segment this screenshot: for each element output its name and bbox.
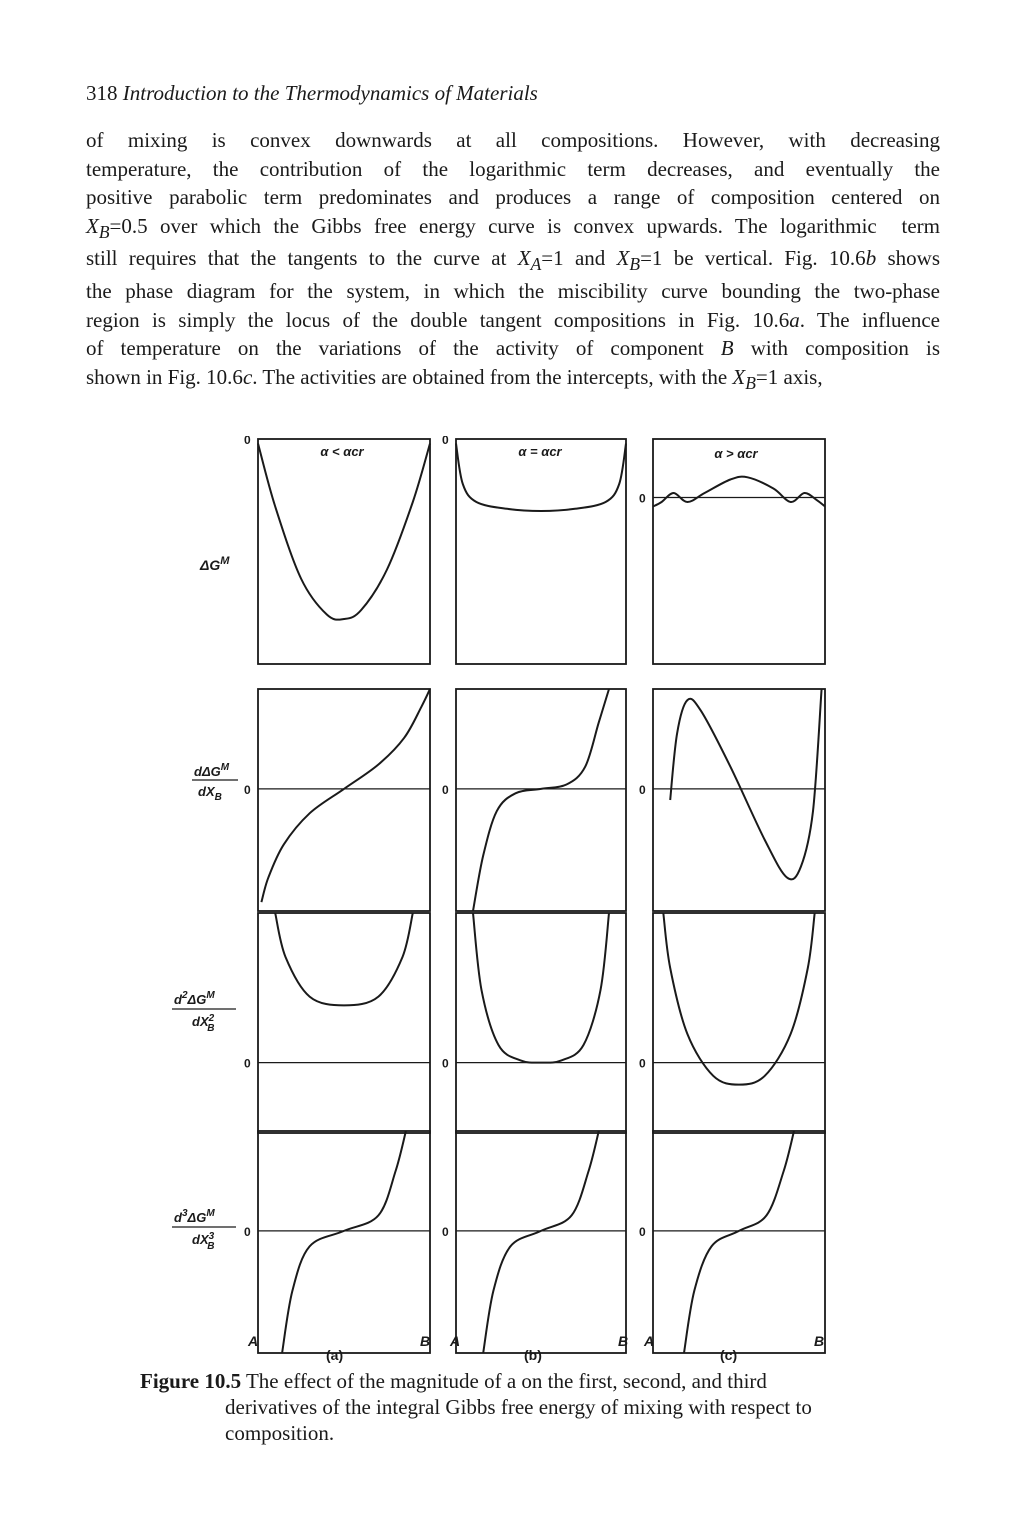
panel-frame bbox=[258, 439, 430, 664]
zero-label: 0 bbox=[244, 782, 251, 797]
panel-frame bbox=[456, 439, 626, 664]
panel-frame bbox=[653, 913, 825, 1133]
text-line: the phase diagram for the system, in which the miscibility curve bounding the two-phase bbox=[86, 279, 940, 303]
zero-label: 0 bbox=[639, 782, 646, 797]
text-line: still requires that the tangents to the curve at $X_A=1$ and $X_B=1$ be vertical. Fig. 10.6b shows bbox=[86, 246, 940, 275]
column-title-b: α = αcr bbox=[518, 444, 562, 459]
panel-frame bbox=[456, 1131, 629, 1353]
figure-10-5 bbox=[170, 436, 850, 1366]
figure-caption bbox=[140, 1368, 880, 1446]
text-line: shown in Fig. 10.6c. The activities are obtained from the intercepts, with the $X_B=1$ axis, bbox=[86, 364, 823, 393]
svg-text:ΔGM: $\Delta G^M$ bbox=[200, 555, 230, 573]
caption-text-2: derivatives of the integral Gibbs free energy of mixing with respect to bbox=[225, 1395, 812, 1419]
svg-text:dX2B: $dX^2$ B bbox=[192, 1013, 215, 1034]
panel-frame bbox=[653, 1131, 825, 1353]
zero-label: 0 bbox=[442, 436, 449, 447]
curve bbox=[282, 1131, 406, 1353]
panel-row1-c bbox=[639, 439, 825, 664]
zero-label: 0 bbox=[244, 1224, 251, 1239]
panel-row3-a bbox=[244, 913, 430, 1133]
page-number: 318 bbox=[86, 81, 118, 105]
axis-label-a-left-c: A bbox=[644, 1333, 655, 1349]
text-line: of temperature on the variations of the activity of component B with composition is bbox=[86, 336, 940, 360]
panel-label-b: (b) bbox=[524, 1347, 542, 1363]
panel-row4-a bbox=[244, 1131, 430, 1353]
panel-row4-c bbox=[639, 1131, 825, 1353]
svg-text:d3ΔGM: $d^3\Delta G^M$ bbox=[174, 1208, 215, 1225]
panel-frame bbox=[456, 913, 626, 1133]
panel-frame bbox=[258, 913, 430, 1133]
curve bbox=[258, 444, 430, 620]
text-line: of mixing is convex downwards at all compositions. However, with decreasing bbox=[86, 128, 940, 152]
caption-label: Figure 10.5 bbox=[140, 1369, 242, 1393]
axis-label-b-right-c: B bbox=[814, 1333, 825, 1349]
panel-row4-b bbox=[442, 1131, 629, 1353]
zero-label: 0 bbox=[639, 1056, 646, 1071]
curve bbox=[483, 1131, 599, 1353]
curve bbox=[653, 477, 825, 507]
text-line: $X_B=0.5$ over which the Gibbs free energy curve is convex upwards. The logarithmic term bbox=[86, 213, 940, 242]
curve bbox=[670, 689, 821, 879]
text-line: temperature, the contribution of the logarithmic term decreases, and eventually the bbox=[86, 156, 940, 181]
book-title: Introduction to the Thermodynamics of Materials bbox=[122, 81, 538, 105]
panel-label-a: (a) bbox=[326, 1347, 344, 1363]
panel-row3-c bbox=[639, 913, 825, 1133]
column-title-c: α > αcr bbox=[714, 446, 758, 461]
curve bbox=[473, 913, 609, 1063]
text-line: positive parabolic term predominates and produces a range of composition centered on bbox=[86, 185, 940, 209]
svg-text:dXB: $dX_B$ bbox=[198, 784, 222, 803]
panel-label-c: (c) bbox=[720, 1347, 738, 1363]
caption-text-1: The effect of the magnitude of a on the first, second, and third bbox=[241, 1369, 767, 1393]
axis-label-a-left-b: A bbox=[450, 1333, 461, 1349]
zero-label: 0 bbox=[639, 1224, 646, 1239]
zero-label: 0 bbox=[442, 1056, 449, 1071]
svg-text:d2ΔGM: $d^2\Delta G^M$ bbox=[174, 990, 215, 1007]
panel-row2-b bbox=[442, 689, 626, 911]
axis-label-b-right-b: B bbox=[618, 1333, 629, 1349]
running-header bbox=[86, 80, 538, 106]
zero-label: 0 bbox=[442, 782, 449, 797]
zero-label: 0 bbox=[244, 436, 251, 447]
zero-label: 0 bbox=[639, 491, 646, 506]
text-line: region is simply the locus of the double tangent compositions in Fig. 10.6a. The influence bbox=[86, 307, 940, 332]
panel-row2-c bbox=[639, 689, 825, 911]
curve bbox=[473, 689, 609, 911]
zero-label: 0 bbox=[442, 1224, 449, 1239]
panel-frame bbox=[258, 1131, 430, 1353]
panel-row2-a bbox=[244, 689, 430, 911]
panel-row1-a bbox=[244, 436, 430, 664]
panel-frame bbox=[258, 689, 430, 911]
curve bbox=[261, 689, 430, 902]
caption-text-3: composition. bbox=[225, 1421, 335, 1445]
row-label-first-derivative bbox=[192, 762, 238, 803]
figure-svg bbox=[170, 436, 850, 1366]
row-label-second-derivative bbox=[172, 990, 236, 1034]
axis-label-b-right-a: B bbox=[420, 1333, 431, 1349]
svg-text:dX3B: $dX^3$ B bbox=[192, 1231, 215, 1252]
row-label-gibbs bbox=[199, 555, 230, 573]
column-title-a: α < αcr bbox=[320, 444, 364, 459]
body-paragraph bbox=[86, 126, 940, 391]
curve bbox=[684, 1131, 794, 1353]
panel-frame bbox=[653, 439, 825, 664]
panel-row1-b bbox=[442, 436, 626, 664]
svg-text:dΔGM: dΔG$^M$ bbox=[194, 762, 230, 779]
panel-frame bbox=[456, 689, 626, 911]
row-label-third-derivative bbox=[172, 1208, 236, 1252]
curve bbox=[663, 913, 814, 1085]
axis-label-a-left-a: A bbox=[248, 1333, 259, 1349]
curve bbox=[275, 913, 413, 1005]
zero-label: 0 bbox=[244, 1056, 251, 1071]
panel-row3-b bbox=[442, 913, 626, 1133]
